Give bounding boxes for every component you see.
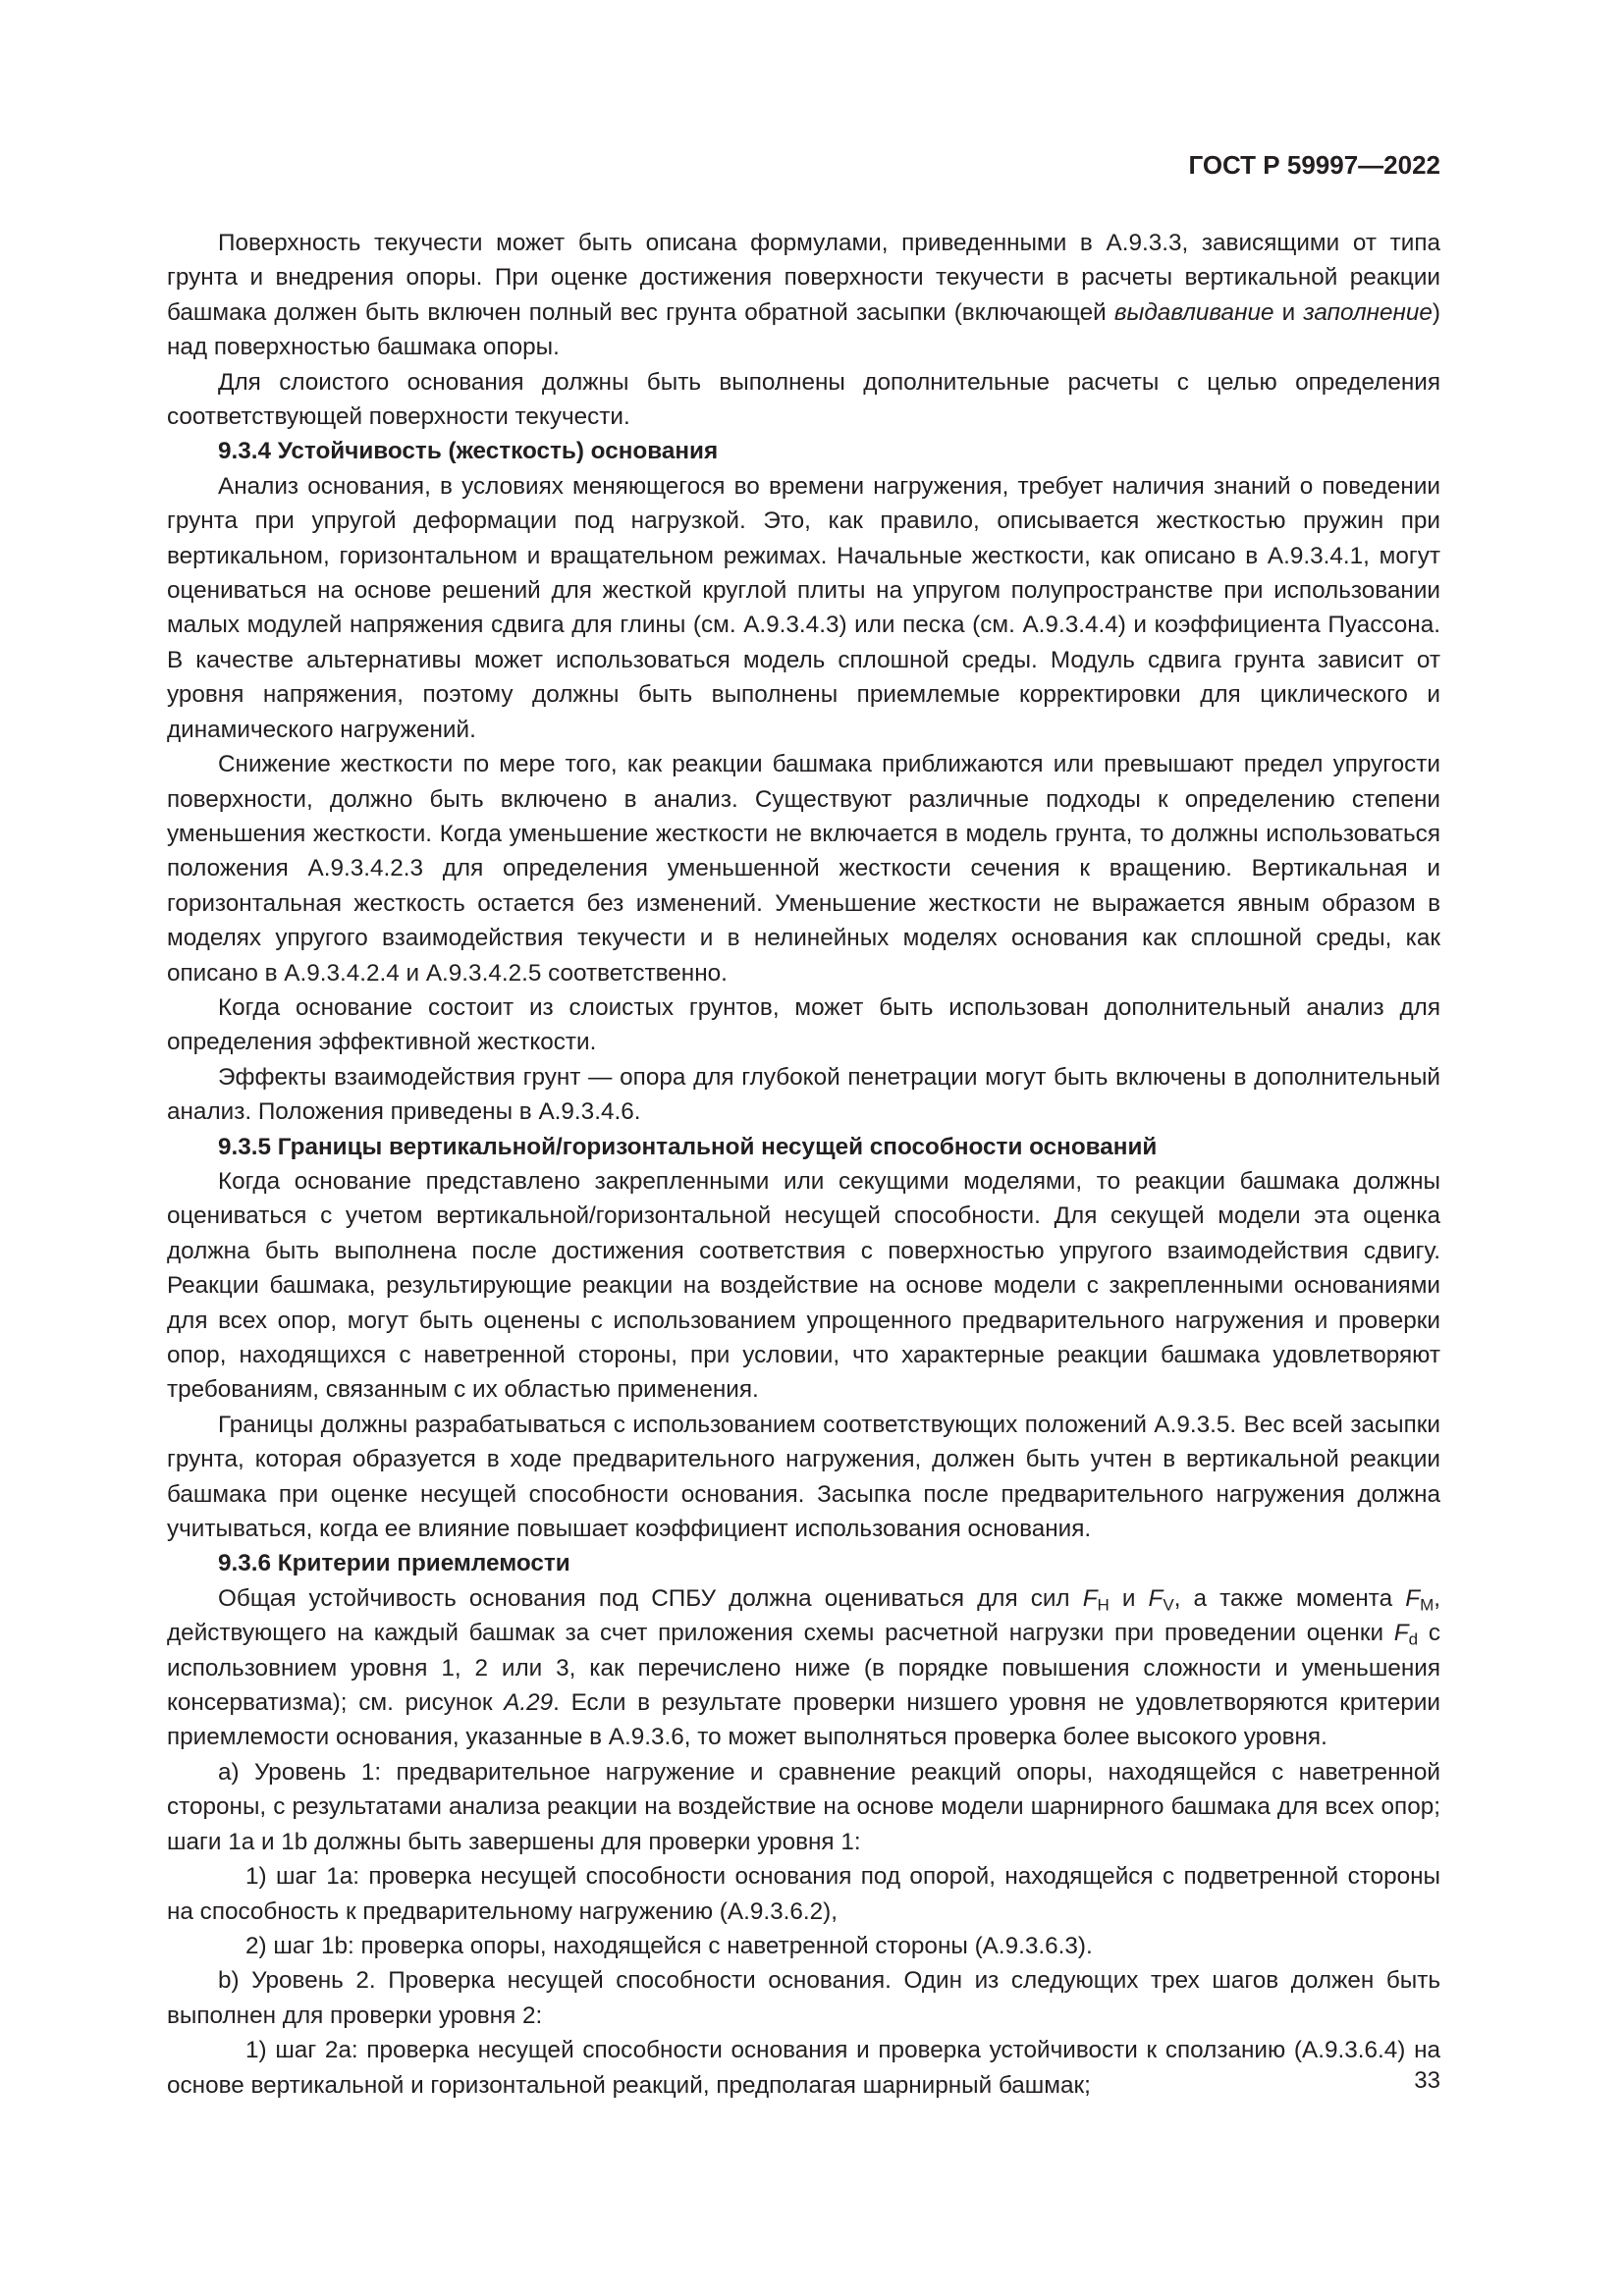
paragraph: Когда основание состоит из слоистых грунтов, может быть использован дополнительный анализ для определения эффективной жесткости. [167, 993, 1440, 1056]
list-item-step-2a: 1) шаг 2a: проверка несущей способности основания и проверка устойчивости к сползанию (А.9.3.6.4) на основе вертикальной и горизонтальной реакций, предполагая шарнирный башмак; [167, 2037, 1440, 2099]
page-body [167, 226, 1440, 2103]
paragraph: Для слоистого основания должны быть выполнены дополнительные расчеты с целью определения соответствующей поверхности текучести. [167, 368, 1440, 431]
section-heading-9-3-6: 9.3.6 Критерии приемлемости [218, 1550, 570, 1577]
subscript: V [1163, 1595, 1174, 1615]
symbol-f: F [1405, 1584, 1421, 1612]
symbol-f: F [1082, 1584, 1098, 1612]
italic-term: заполнение [1303, 298, 1433, 326]
symbol-f: F [1148, 1584, 1164, 1612]
figure-reference: А.29 [504, 1689, 554, 1717]
list-item-step-1a: 1) шаг 1a: проверка несущей способности основания под опорой, находящейся с подветренной стороны на способность к предварительному нагружению (А.9.3.6.2), [167, 1863, 1440, 1925]
paragraph: Границы должны разрабатываться с использованием соответствующих положений А.9.3.5. Вес всей засыпки грунта, которая образуется в ходе предварительного нагружения, должен быть учтен в вертикальной реакции башмака при оценке несущей способности основания. Засыпка после предварительного нагружения должна учитываться, когда ее влияние повышает коэффициент использования основания. [167, 1411, 1440, 1543]
text-run: с использовнием уровня 1, 2 или 3, как перечислено ниже (в порядке повышения сложности и уменьшения консерватизма); см. рисунок [167, 1620, 1440, 1717]
section-heading-9-3-4: 9.3.4 Устойчивость (жесткость) основания [218, 438, 719, 465]
paragraph: Анализ основания, в условиях меняющегося во времени нагружения, требует наличия знаний о поведении грунта при упругой деформации под нагрузкой. Это, как правило, описывается жесткостью пружин при вертикальном, горизонтальном и вращательном режимах. Начальные жесткости, как описано в А.9.3.4.1, могут оцениваться на основе решений для жесткой круглой плиты на упругом полупространстве при использовании малых модулей напряжения сдвига для глины (см. А.9.3.4.3) или песка (см. А.9.3.4.4) и коэффициента Пуассона. В качестве альтернативы может использоваться модель сплошной среды. Модуль сдвига грунта зависит от уровня напряжения, поэтому должны быть выполнены приемлемые корректировки для циклического и динамического нагружений. [167, 472, 1440, 743]
text-run: и [1273, 298, 1304, 326]
list-item-level-1: a) Уровень 1: предварительное нагружение и сравнение реакций опоры, находящейся с наветренной стороны, с результатами анализа реакции на воздействие на основе модели шарнирного башмака для всех опор; шаги 1a и 1b должны быть завершены для проверки уровня 1: [167, 1758, 1440, 1855]
text-run: , действующего на каждый башмак за счет приложения схемы расчетной нагрузки при проведении оценки [167, 1584, 1441, 1647]
document-code: ГОСТ Р 59997—2022 [1188, 150, 1440, 180]
section-heading-9-3-5: 9.3.5 Границы вертикальной/горизонтальной несущей способности оснований [218, 1133, 1158, 1160]
subscript: M [1420, 1595, 1435, 1615]
text-run: ) над поверхностью башмака опоры. [167, 298, 1441, 361]
paragraph: Когда основание представлено закрепленными или секущими моделями, то реакции башмака должны оцениваться с учетом вертикальной/горизонтальной несущей способности. Для секущей модели эта оценка должна быть выполнена после достижения соответствия с поверхностью упругого взаимодействия сдвигу. Реакции башмака, результирующие реакции на воздействие на основе модели с закрепленными основаниями для всех опор, могут быть оценены с использованием упрощенного предварительного нагружения и проверки опор, находящихся с наветренной стороны, при условии, что характерные реакции башмака удовлетворяют требованиям, связанным с их областью применения. [167, 1167, 1440, 1404]
list-item-step-1b: 2) шаг 1b: проверка опоры, находящейся с наветренной стороны (А.9.3.6.3). [245, 1932, 1093, 1959]
page-number: 33 [1414, 2067, 1440, 2094]
text-run: , а также момента [1173, 1584, 1406, 1612]
text-run: Общая устойчивость основания под СПБУ должна оцениваться для сил [218, 1584, 1083, 1612]
subscript: d [1408, 1629, 1419, 1649]
text-run: Поверхность текучести может быть описана формулами, приведенными в А.9.3.3, зависящими от типа грунта и внедрения опоры. При оценке достижения поверхности текучести в расчеты вертикальной реакции башмака должен быть включен полный вес грунта обратной засыпки (включающей [167, 230, 1440, 326]
paragraph [167, 226, 1440, 365]
italic-term: выдавливание [1113, 298, 1274, 326]
paragraph [167, 1581, 1440, 1755]
list-item-level-2: b) Уровень 2. Проверка несущей способности основания. Один из следующих трех шагов должен быть выполнен для проверки уровня 2: [167, 1967, 1440, 2029]
subscript: H [1097, 1595, 1110, 1615]
text-run: . Если в результате проверки низшего уровня не удовлетворяются критерии приемлемости основания, указанные в А.9.3.6, то может выполняться проверка более высокого уровня. [167, 1689, 1440, 1751]
symbol-f: F [1393, 1620, 1409, 1647]
paragraph: Снижение жесткости по мере того, как реакции башмака приближаются или превышают предел упругости поверхности, должно быть включено в анализ. Существуют различные подходы к определению степени уменьшения жесткости. Когда уменьшение жесткости не включается в модель грунта, то должны использоваться положения А.9.3.4.2.3 для определения уменьшенной жесткости сечения к вращению. Вертикальная и горизонтальная жесткость остается без изменений. Уменьшение жесткости не выражается явным образом в моделях упругого взаимодействия текучести и в нелинейных моделях основания как сплошной среды, как описано в А.9.3.4.2.4 и А.9.3.4.2.5 соответственно. [167, 751, 1440, 987]
text-run: и [1109, 1584, 1149, 1612]
paragraph: Эффекты взаимодействия грунт — опора для глубокой пенетрации могут быть включены в дополнительный анализ. Положения приведены в А.9.3.4.6. [167, 1063, 1440, 1126]
